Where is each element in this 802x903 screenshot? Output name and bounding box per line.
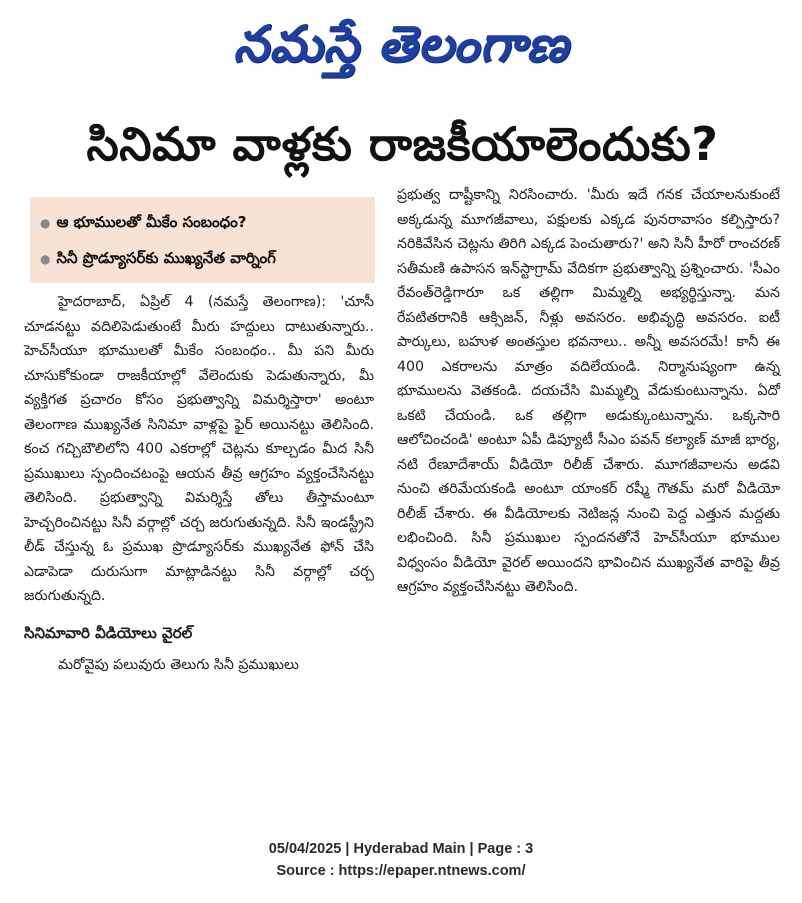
article-paragraph: హైదరాబాద్, ఏప్రిల్ 4 (నమస్తే తెలంగాణ): 'చూసీ చూడనట్టు వదిలిపెడుతుంటే మీరు హద్దులు దాటుతున్నారు.. హెచ్‌సీయూ భూములతో మీకేం సంబంధం.. మీ పని మీరు చూసుకోకుండా రాజకీయాల్లో వేలెందుకు పెడుతున్నారు, మీ వ్యక్తిగత ప్రచారం కోసం ప్రభుత్వాన్ని విమర్శిస్తారా' అంటూ తెలంగాణ ముఖ్యనేత సినిమా వాళ్లపై ఫైర్ అయినట్టు తెలిసింది. కంచ గచ్చిబౌలిలోని 400 ఎకరాల్లో చెట్లను కూల్చడం మీద సినీ ప్రముఖులు స్పందించటంపై ఆయన తీవ్ర ఆగ్రహం వ్యక్తంచేసినట్టు తెలిసింది. ప్రభుత్వాన్ని విమర్శిస్తే తోలు తీస్తామంటూ హెచ్చరించినట్టు సినీ వర్గాల్లో చర్చ జరుగుతున్నది. సినీ ఇండస్ట్రీని లీడ్ చేస్తున్న ఓ ప్రముఖ ప్రొడ్యూసర్‌కు ముఖ్యనేత ఫోన్ చేసి ఎడాపెడా దురుసుగా మాట్లాడినట్టు సినీ వర్గాల్లో చర్చ జరుగుతున్నది. — [24, 294, 374, 604]
article-headline: సినిమా వాళ్లకు రాజకీయాలెందుకు? — [86, 117, 719, 171]
article-paragraph: ప్రభుత్వ దాష్టీకాన్ని నిరసించారు. 'మీరు ఇదే గనక చేయాలనుకుంటే అక్కడున్న మూగజీవాలు, పక్షులకు ఎక్కడ పునరావాసం కల్పిస్తారు? నరికివేసిన చెట్లను తిరిగి ఎక్కడ పెంచుతారు?' అని సినీ హీరో రాంచరణ్ సతీమణి ఉపాసన ఇన్‌స్టాగ్రామ్ వేదికగా ప్రభుత్వాన్ని ప్రశ్నించారు. 'సీఎం రేవంత్‌రెడ్డిగారూ ఒక తల్లిగా మిమ్మల్ని అభ్యర్థిస్తున్నా. మన రేపటితరానికి ఆక్సిజన్, నీళ్లు అవసరం. అభివృద్ధి అవసరం. ఐటీ పార్కులు, బహుళ అంతస్తుల భవనాలు.. అన్నీ అవసరమే! కానీ ఈ 400 ఎకరాలను మాత్రం వదిలేయండి. నిర్మానుష్యంగా ఉన్న భూములను వెతకండి. దయచేసి మిమ్మల్ని వేడుకుంటున్నాను. ఏదో ఒకటి చేయండి. ఒక తల్లిగా అడుక్కుంటున్నాను. ఒక్కసారి ఆలోచించండి' అంటూ ఏపీ డిప్యూటీ సీఎం పవన్ కల్యాణ్ మాజీ భార్య, నటి రేణూదేశాయ్ వీడియో రిలీజ్ చేశారు. మూగజీవాలను అడవి నుంచి తరిమేయకండి అంటూ యాంకర్ రష్మీ గౌతమ్ మరో వీడియో రిలీజ్ చేశారు. ఈ వీడియోలకు నెటిజన్ల నుంచి పెద్ద ఎత్తున మద్దతు లభించింది. సినీ ప్రముఖుల స్పందనతోనే హెచ్‌సీయూ భూముల విధ్వంసం వీడియో వైరల్ అయిందని భావించిన ముఖ్యనేత వారిపై తీవ్ర ఆగ్రహం వ్యక్తంచేసినట్టు తెలిసింది. — [397, 187, 780, 595]
highlights-box — [30, 197, 375, 283]
article-subheading: సినిమావారి వీడియోలు వైరల్ — [24, 623, 193, 642]
highlight-item — [40, 241, 365, 277]
edition-info: 05/04/2025 | Hyderabad Main | Page : 3 — [268, 841, 534, 857]
highlight-text: ఆ భూములతో మీకేం సంబంధం? — [56, 213, 247, 231]
highlight-text: సినీ ప్రొడ్యూసర్‌కు ముఖ్యనేత వార్నింగ్ — [56, 249, 276, 267]
bullet-icon: ● — [40, 252, 51, 266]
page-footer — [0, 838, 802, 882]
article-right-column — [397, 183, 780, 600]
article-paragraph: మరోవైపు పలువురు తెలుగు సినీ ప్రముఖులు — [58, 656, 299, 673]
bullet-icon: ● — [40, 216, 51, 230]
source-link[interactable]: Source : https://epaper.ntnews.com/ — [276, 863, 526, 879]
highlight-item — [40, 205, 365, 241]
article-left-column — [24, 290, 374, 677]
newspaper-masthead: నమస్తే తెలంగాణ — [233, 14, 569, 73]
